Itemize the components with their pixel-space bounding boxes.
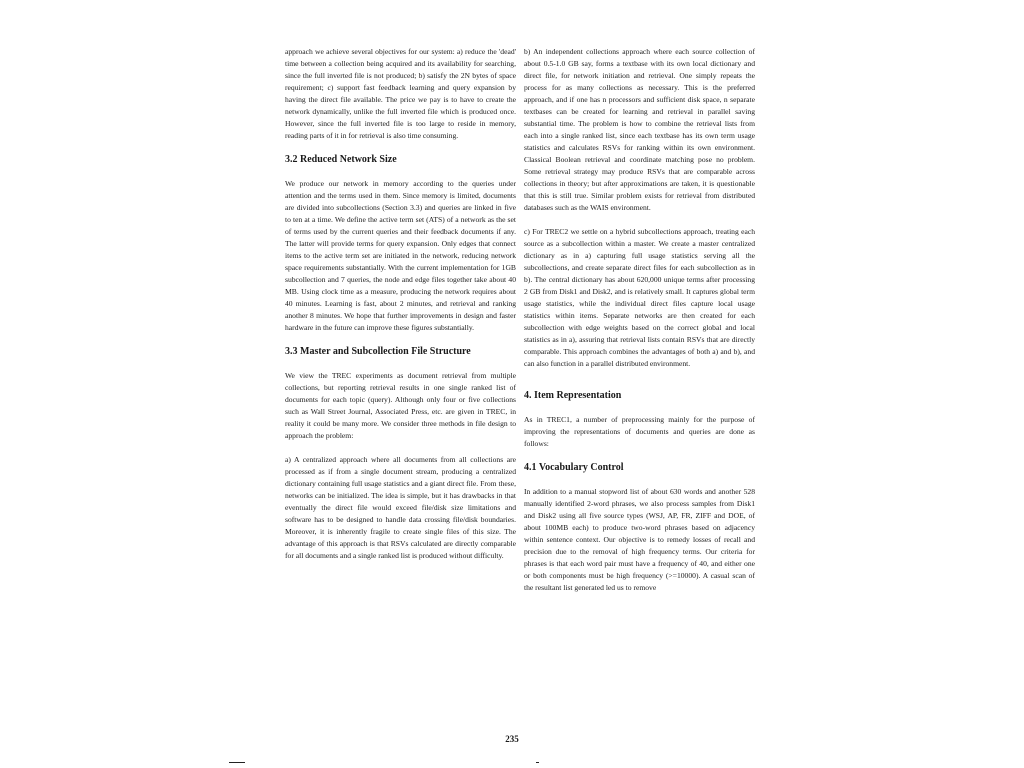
section-heading-3-2: 3.2 Reduced Network Size: [285, 154, 397, 165]
scan-artifact-mark: [229, 762, 245, 763]
paragraph-trec-experiments: We view the TREC experiments as document retrieval from multiple collections, but reporting retrieval results in one single ranked list of documents for each topic (query). Although only four or five collections such as Wall Street Journal, Associated Press, etc. are given in TREC, in reality it could be many more. We consider three methods in file design to approach the problem:: [285, 371, 516, 440]
paragraph-centralized-approach: a) A centralized approach where all documents from all collections are processed as if from a single document stream, producing a centralized dictionary containing full usage statistics and a giant direct file. From these, networks can be initialized. The idea is simple, but it has drawbacks in that eventually the direct file would exceed file/disk size limitations and software has to be designed to handle data crossing file/disk boundaries. Moreover, it is inherently fragile to create single files of this size. The advantage of this approach is that RSVs calculated are directly comparable for all documents and a single ranked list is produced without difficulty.: [285, 455, 516, 560]
paragraph-hybrid-approach: c) For TREC2 we settle on a hybrid subcollections approach, treating each source as a subcollection within a master. We create a master centralized dictionary as in a) capturing full usage statistics serving all the subcollections, and create separate direct files for each subcollection as in b). The central dictionary has about 620,000 unique terms after processing 2 GB from Disk1 and Disk2, and is relatively small. It captures global term usage statistics, while the individual direct files capture local usage statistics within items. Separate networks are then created for each subcollection with edge weights based on the correct global and local statistics as in a), assuring that retrieval lists contain RSVs that are directly comparable. This approach combines the advantages of both a) and b), and can also function in a parallel distributed environment.: [524, 227, 755, 368]
right-column: [524, 46, 755, 594]
paragraph-vocabulary-control: In addition to a manual stopword list of about 630 words and another 528 manually identified 2-word phrases, we also process samples from Disk1 and Disk2 using all five source types (WSJ, AP, FR, ZIFF and DOE, of about 100MB each) to produce two-word phrases based on adjacency within sentence context. Our objective is to remedy losses of recall and precision due to the removal of high frequency terms. Our criteria for phrases is that each word pair must have a frequency of 40, and either one or both components must be high frequency (>=10000). A casual scan of the resultant list generated led us to remove: [524, 487, 755, 592]
paragraph-objectives: approach we achieve several objectives for our system: a) reduce the 'dead' time between a collection being acquired and its availability for searching, since the full inverted file is not produced; b) satisfy the 2N bytes of space requirement; c) support fast feedback learning and query expansion by having the direct file available. The price we pay is to have to create the network dynamically, unlike the full inverted file which is produced once. However, since the full inverted file is too large to reside in memory, reading parts of it in for retrieval is also time consuming.: [285, 47, 516, 140]
left-column: [285, 46, 516, 562]
paragraph-reduced-network: We produce our network in memory according to the queries under attention and the terms used in them. Since memory is limited, documents are divided into subcollections (Section 3.3) and queries are linked in five to ten at a time. We define the active term set (ATS) of a network as the set of terms used by the current queries and their feedback documents if any. The latter will provide terms for query expansion. Only edges that connect items to the active term set are initiated in the network, reducing network space requirements substantially. With the current implementation for 1GB subcollection and 7 queries, the node and edge files together take about 40 MB. Using clock time as a measure, producing the network requires about 40 minutes. Learning is fast, about 2 minutes, and retrieval and ranking another 8 minutes. We hope that further improvements in design and faster hardware in the future can improve these figures substantially.: [285, 179, 516, 332]
paragraph-independent-collections: b) An independent collections approach where each source collection of about 0.5-1.0 GB say, forms a textbase with its own local dictionary and direct file, for network initiation and retrieval. One simply repeats the process for as many collections as necessary. This is the preferred approach, and if one has n processors and sufficient disk space, n separate textbases can be created for learning and retrieval in parallel saving substantial time. The problem is how to combine the retrieval lists from each into a single ranked list, since each textbase has its own term usage statistics and calculates RSVs for ranking within its own environment. Classical Boolean retrieval and coordinate matching pose no problem. Some retrieval strategy may produce RSVs that are comparable across collections in theory; but after approximations are taken, it is questionable that this is still true. Similar problem exists for retrieval from distributed databases such as the WAIS environment.: [524, 47, 755, 212]
scan-artifact-dot: [536, 762, 539, 763]
section-heading-3-3: 3.3 Master and Subcollection File Structure: [285, 346, 471, 357]
section-heading-4-1: 4.1 Vocabulary Control: [524, 462, 624, 473]
section-heading-4: 4. Item Representation: [524, 390, 622, 401]
paragraph-preprocessing: As in TREC1, a number of preprocessing mainly for the purpose of improving the representations of documents and queries are done as follows:: [524, 415, 755, 448]
page-number: 235: [505, 734, 519, 744]
